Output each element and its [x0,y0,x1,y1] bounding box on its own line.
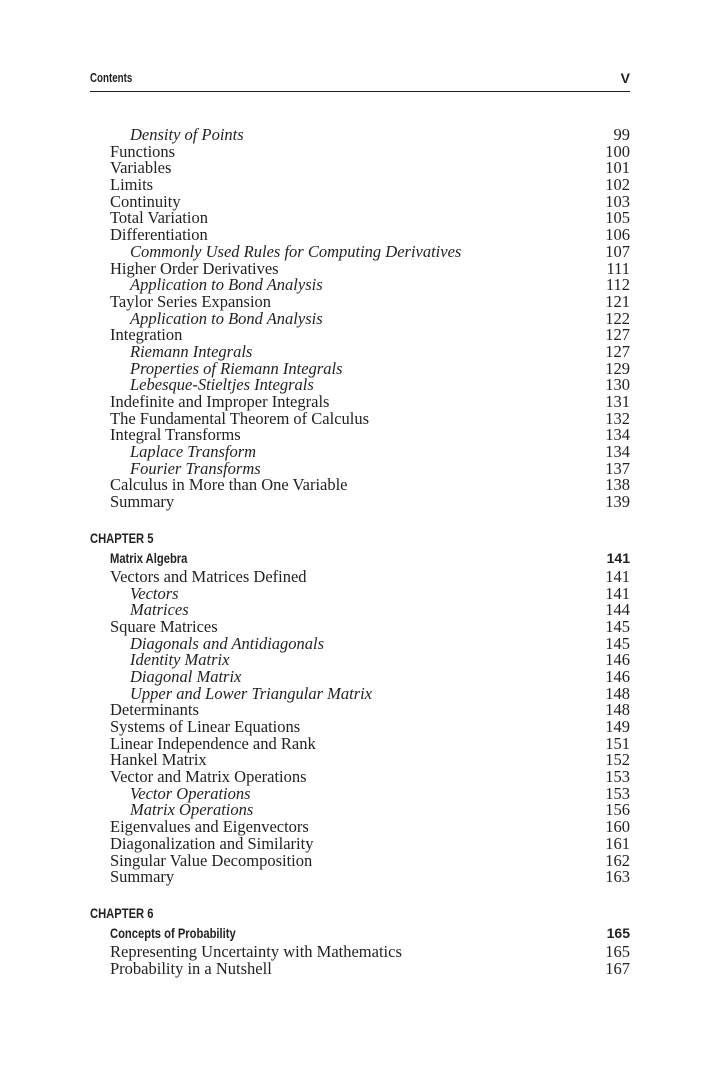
entry-page-number: 137 [605,458,630,478]
entry-page-number: 152 [605,750,630,770]
entry-title: Taylor Series Expansion [110,291,272,311]
entry-title: Functions [110,141,176,161]
entry-title: Diagonalization and Similarity [110,833,314,853]
entry-page-number: 167 [605,958,630,978]
entry-page-number: 111 [606,258,630,278]
entry-title: Commonly Used Rules for Computing Derivatives [130,241,462,261]
entry-title: Limits [110,175,154,195]
entry-title: Probability in a Nutshell [110,958,272,978]
entry-page-number: 146 [605,666,630,686]
entry-title: Continuity [110,191,181,211]
toc-entry [90,494,630,511]
entry-title: Determinants [110,700,199,720]
chapter-page-number: 141 [606,549,630,566]
entry-page-number: 127 [605,325,630,345]
entry-page-number: 122 [605,308,630,328]
entry-title: Total Variation [110,208,208,228]
toc-entry [90,566,630,586]
entry-title: Vector Operations [130,783,251,803]
toc-entry [90,160,630,177]
entry-page-number: 130 [605,375,630,395]
entry-page-number: 153 [605,767,630,787]
chapter-title-row [90,923,630,944]
entry-title: Identity Matrix [130,650,230,670]
entry-title: Summary [110,867,175,887]
entry-title: Linear Independence and Rank [110,733,316,753]
entry-page-number: 121 [605,291,630,311]
entry-page-number: 149 [605,717,630,736]
entry-title: Integration [110,325,183,345]
entry-title: Matrix Operations [130,800,254,820]
table-of-contents [90,127,630,977]
entry-page-number: 156 [605,800,630,820]
entry-title: Systems of Linear Equations [110,717,301,736]
entry-title: Indefinite and Improper Integrals [110,392,330,411]
entry-page-number: 138 [605,475,630,495]
entry-page-number: 148 [605,683,630,703]
entry-title: Vector and Matrix Operations [110,767,307,787]
entry-page-number: 139 [605,492,630,512]
entry-title: Application to Bond Analysis [130,275,323,295]
entry-title: Riemann Integrals [130,341,253,361]
entry-page-number: 105 [605,208,630,228]
chapter-label: CHAPTER 5 [90,529,154,546]
entry-title: Representing Uncertainty with Mathematics [110,941,402,961]
toc-entry [90,833,630,853]
entry-page-number: 141 [605,583,630,603]
entry-page-number: 145 [605,633,630,653]
entry-title: Singular Value Decomposition [110,850,313,870]
entry-title: Square Matrices [110,616,218,636]
entry-page-number: 153 [605,783,630,803]
entry-title: The Fundamental Theorem of Calculus [110,408,370,428]
entry-page-number: 131 [605,392,630,411]
toc-entry [90,958,630,978]
running-head-section: Contents [90,71,133,85]
entry-title: Density of Points [130,125,244,144]
entry-page-number: 151 [605,733,630,753]
chapter-title: Concepts of Probability [110,924,236,941]
entry-page-number: 127 [605,341,630,361]
entry-title: Differentiation [110,225,208,245]
entry-title: Variables [110,158,172,178]
toc-subentry [90,241,630,261]
entry-page-number: 165 [605,941,630,961]
entry-title: Lebesque-Stieltjes Integrals [130,375,314,395]
running-head [90,70,630,92]
entry-page-number: 112 [605,275,630,295]
entry-page-number: 145 [605,616,630,636]
entry-title: Upper and Lower Triangular Matrix [130,683,373,703]
entry-title: Hankel Matrix [110,750,207,770]
running-head-page-number: V [620,70,630,86]
entry-title: Summary [110,492,175,512]
entry-page-number: 100 [605,141,630,161]
entry-page-number: 160 [605,817,630,837]
entry-title: Laplace Transform [130,442,257,462]
entry-title: Calculus in More than One Variable [110,475,348,495]
entry-title: Diagonal Matrix [130,666,242,686]
entry-page-number: 102 [605,175,630,195]
entry-page-number: 101 [605,158,630,178]
entry-page-number: 107 [605,241,630,261]
entry-page-number: 132 [605,408,630,428]
entry-page-number: 134 [605,425,630,445]
chapter-label: CHAPTER 6 [90,904,154,921]
entry-page-number: 134 [605,442,630,462]
entry-title: Properties of Riemann Integrals [130,358,343,378]
chapter-title: Matrix Algebra [110,549,188,566]
chapter-title-row [90,548,630,569]
entry-title: Integral Transforms [110,425,241,445]
toc-entry [90,141,630,161]
chapter-page-number: 165 [606,924,630,941]
entry-title: Vectors [130,583,179,603]
entry-page-number: 148 [605,700,630,720]
entry-page-number: 146 [605,650,630,670]
entry-title: Fourier Transforms [130,458,261,478]
entry-page-number: 161 [605,833,630,853]
entry-title: Higher Order Derivatives [110,258,279,278]
entry-title: Eigenvalues and Eigenvectors [110,817,309,837]
entry-page-number: 144 [605,600,630,620]
entry-title: Application to Bond Analysis [130,308,323,328]
toc-entry [90,869,630,886]
entry-title: Diagonals and Antidiagonals [130,633,325,653]
entry-title: Matrices [130,600,189,620]
entry-page-number: 162 [605,850,630,870]
entry-title: Vectors and Matrices Defined [110,566,307,586]
entry-page-number: 141 [605,566,630,586]
entry-page-number: 129 [605,358,630,378]
entry-page-number: 103 [605,191,630,211]
entry-page-number: 163 [605,867,630,887]
entry-page-number: 106 [605,225,630,245]
entry-page-number: 99 [613,125,630,144]
